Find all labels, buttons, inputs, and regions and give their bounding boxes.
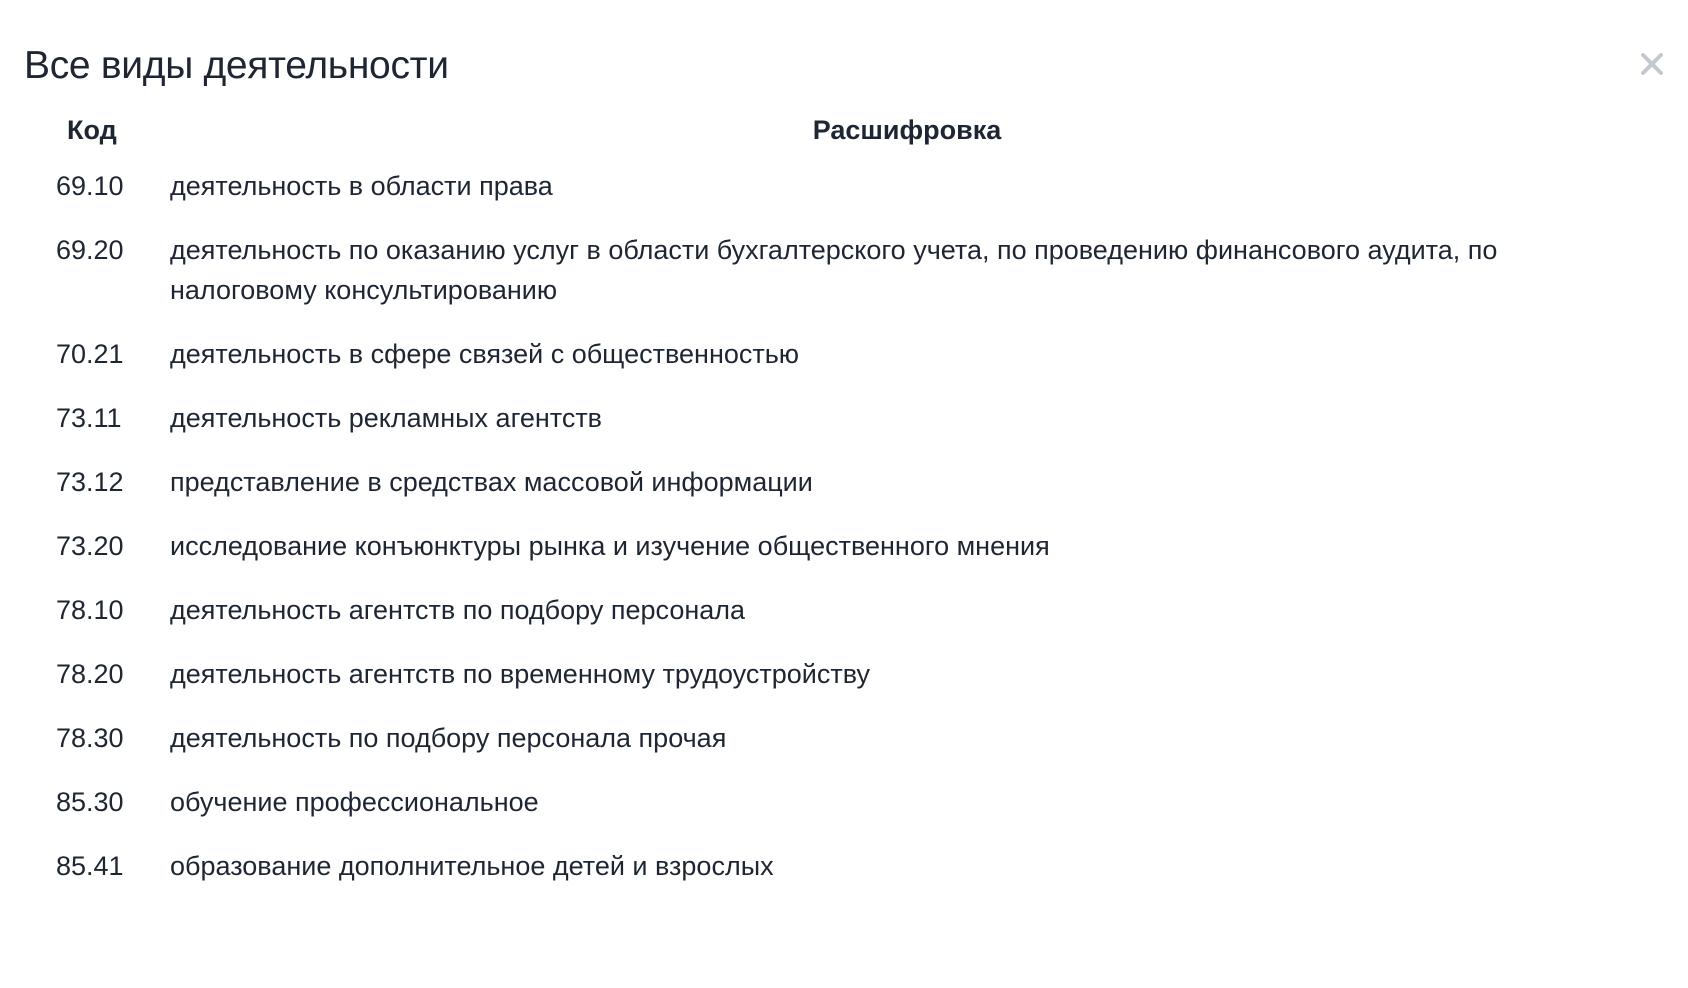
activity-code: 73.12 xyxy=(56,467,124,497)
column-header-code: Код xyxy=(67,114,117,145)
activity-description: образование дополнительное детей и взрослых xyxy=(170,851,774,881)
activities-table xyxy=(24,104,1644,900)
activity-description: деятельность в сфере связей с общественностью xyxy=(170,339,800,369)
table-row xyxy=(24,772,1644,836)
activity-code: 85.30 xyxy=(56,787,124,817)
activity-code: 73.11 xyxy=(56,403,122,433)
activity-code: 73.20 xyxy=(56,531,124,561)
activity-code: 78.20 xyxy=(56,659,124,689)
table-row xyxy=(24,516,1644,580)
activity-description: деятельность по оказанию услуг в области бухгалтерского учета, по проведению финансового аудита, по налоговому консультированию xyxy=(170,235,1498,305)
table-row xyxy=(24,324,1644,388)
activity-description: обучение профессиональное xyxy=(170,787,539,817)
column-header-description: Расшифровка xyxy=(812,114,1002,145)
table-row xyxy=(24,708,1644,772)
activity-code: 70.21 xyxy=(56,339,124,369)
activity-description: деятельность агентств по подбору персонала xyxy=(170,595,746,625)
dialog-title: Все виды деятельности xyxy=(24,44,449,87)
table-header-row xyxy=(24,104,1644,156)
table-row xyxy=(24,644,1644,708)
activity-code: 69.20 xyxy=(56,235,124,265)
close-icon xyxy=(1640,52,1664,76)
table-row xyxy=(24,836,1644,900)
table-row xyxy=(24,452,1644,516)
activity-description: деятельность по подбору персонала прочая xyxy=(170,723,727,753)
activity-code: 69.10 xyxy=(56,171,124,201)
activity-description: исследование конъюнктуры рынка и изучение общественного мнения xyxy=(170,531,1050,561)
activity-description: деятельность агентств по временному трудоустройству xyxy=(170,659,870,689)
activity-description: представление в средствах массовой информации xyxy=(170,467,813,497)
activity-description: деятельность рекламных агентств xyxy=(170,403,603,433)
activity-code: 85.41 xyxy=(56,851,124,881)
table-row xyxy=(24,156,1644,220)
activity-code: 78.10 xyxy=(56,595,124,625)
close-button[interactable] xyxy=(1632,44,1672,84)
table-row xyxy=(24,388,1644,452)
table-row xyxy=(24,220,1644,324)
activity-description: деятельность в области права xyxy=(170,171,553,201)
activity-code: 78.30 xyxy=(56,723,124,753)
table-body xyxy=(24,156,1644,900)
table-row xyxy=(24,580,1644,644)
